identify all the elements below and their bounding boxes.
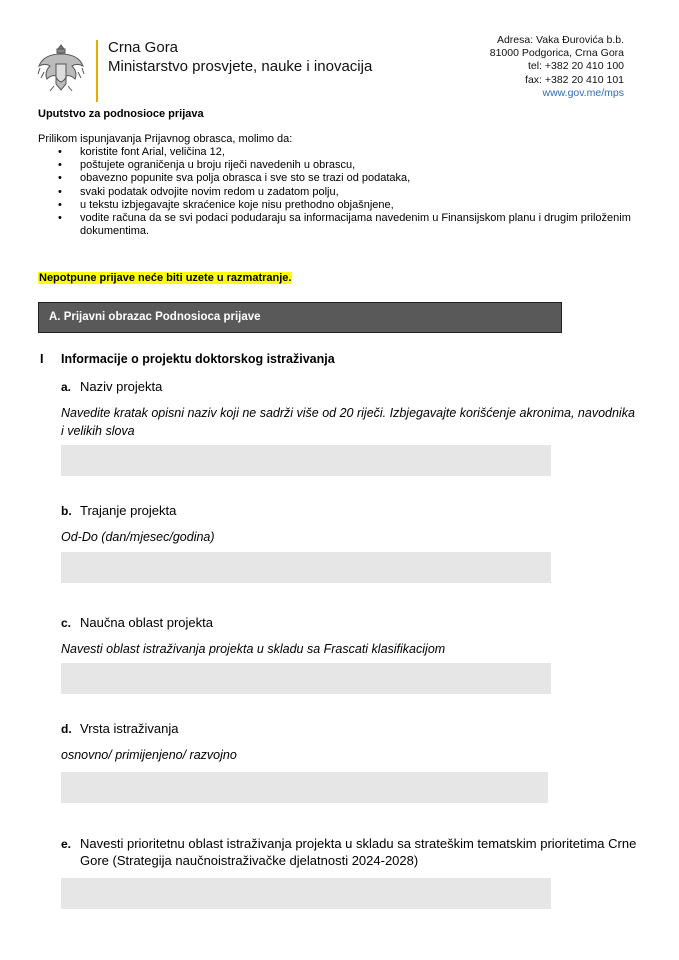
question-e-title: Navesti prioritetnu oblast istraživanja projekta u skladu sa strateškim tematskim prioritetima Crne Gore (Strategija naučnoistraživačke djelatnosti 2024-2028) — [80, 836, 637, 868]
question-c-hint: Navesti oblast istraživanja projekta u skladu sa Frascati klasifikacijom — [61, 642, 446, 656]
question-b-hint: Od-Do (dan/mjesec/godina) — [61, 530, 215, 544]
ministry-name: Ministarstvo prosvjete, nauke i inovacija — [108, 58, 373, 75]
priority-area-field[interactable] — [61, 878, 551, 909]
section-a-header — [38, 302, 562, 333]
instructions-title: Uputstvo za podnosioce prijava — [38, 108, 204, 120]
address-line: Adresa: Vaka Đurovića b.b. — [496, 34, 624, 46]
question-a-title: Naziv projekta — [80, 379, 163, 394]
question-b-letter: b. — [61, 504, 72, 518]
website-link[interactable]: www.gov.me/mps — [542, 86, 624, 99]
question-d-letter: d. — [61, 722, 72, 736]
project-duration-field[interactable] — [61, 552, 551, 583]
question-d-hint: osnovno/ primijenjeno/ razvojno — [61, 748, 237, 762]
part-title: Informacije o projektu doktorskog istraživanja — [61, 352, 335, 366]
project-name-field[interactable] — [61, 445, 551, 476]
fax-line: fax: +382 20 410 101 — [525, 73, 624, 86]
question-a-letter: a. — [61, 380, 72, 394]
list-item: • koristite font Arial, veličina 12, — [80, 146, 640, 159]
question-a-hint: Navedite kratak opisni naziv koji ne sadrži više od 20 riječi. Izbjegavajte korišćenje akronima, navodnika i velikih slova — [61, 406, 635, 438]
contact-block — [490, 34, 624, 100]
list-item: • poštujete ograničenja u broju riječi navedenih u obrascu, — [80, 159, 640, 172]
city-line: 81000 Podgorica, Crna Gora — [489, 47, 624, 60]
instructions-intro: Prilikom ispunjavanja Prijavnog obrasca, molimo da: — [38, 133, 293, 145]
coat-of-arms-logo — [36, 42, 86, 94]
scientific-field-field[interactable] — [61, 663, 551, 694]
list-item: • vodite računa da se svi podaci podudaraju sa informacijama navedenim u Finansijskom planu i drugim priloženim dokumentima. — [80, 212, 640, 238]
list-item: • obavezno popunite sva polja obrasca i sve sto se trazi od podataka, — [80, 172, 640, 185]
question-d-title: Vrsta istraživanja — [80, 721, 179, 736]
country-name: Crna Gora — [108, 39, 179, 56]
research-type-field[interactable] — [61, 772, 548, 803]
part-number: I — [40, 352, 44, 366]
section-a-title: A. Prijavni obrazac Podnosioca prijave — [49, 311, 261, 323]
question-e-letter: e. — [61, 837, 72, 851]
list-item: • svaki podatak odvojite novim redom u zadatom polju, — [80, 186, 640, 199]
header-divider — [96, 40, 98, 102]
list-item: • u tekstu izbjegavajte skraćenice koje nisu prethodno objašnjene, — [80, 199, 640, 212]
tel-line: tel: +382 20 410 100 — [527, 60, 624, 73]
warning-note: Nepotpune prijave neće biti uzete u razmatranje. — [39, 272, 292, 284]
question-c-title: Naučna oblast projekta — [80, 615, 213, 630]
question-c-letter: c. — [61, 616, 72, 630]
question-b-title: Trajanje projekta — [80, 503, 177, 518]
instructions-list — [58, 146, 640, 238]
